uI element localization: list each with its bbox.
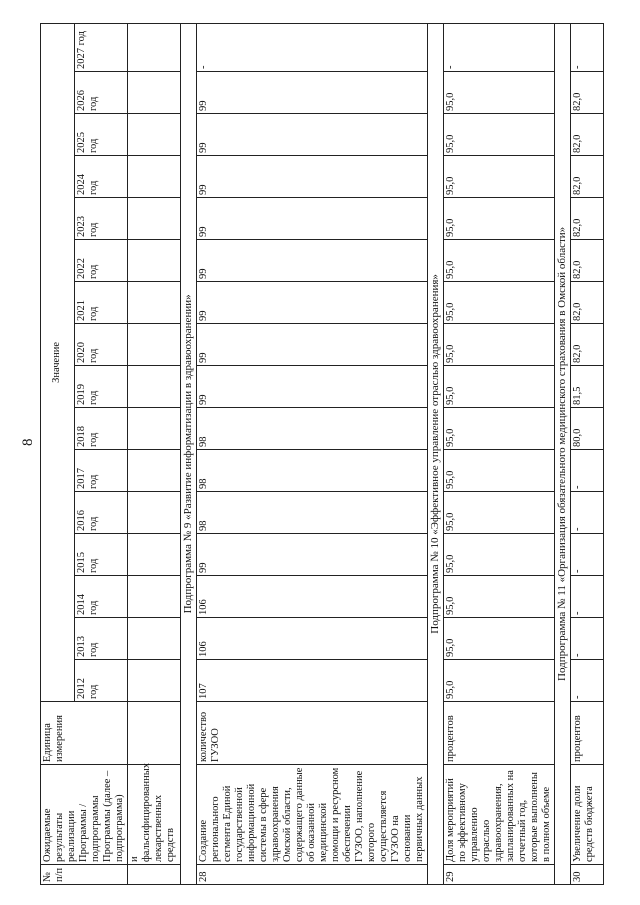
cell-value: -: [571, 534, 604, 576]
year-header: 2017 год: [74, 450, 127, 492]
cell-value: 98: [197, 450, 428, 492]
rotated-table-page: [40, 30, 615, 885]
subprogram-heading: Подпрограмма № 10 «Эффективное управление отраслью здравоохранения»: [428, 23, 444, 884]
row-num: 29: [444, 865, 555, 885]
subprogram-heading: Подпрограмма № 9 «Развитие информатизации в здравоохранении»: [181, 23, 197, 884]
cell-value: 95,0: [444, 240, 555, 282]
table-row: [128, 23, 181, 884]
value-group-header: Значение: [41, 23, 75, 701]
year-header: 2027 год: [74, 23, 127, 71]
cell-value: 95,0: [444, 324, 555, 366]
year-header: 2018 год: [74, 408, 127, 450]
cell-value: 95,0: [444, 576, 555, 618]
cell-value: 82,0: [571, 282, 604, 324]
year-header: 2012 год: [74, 660, 127, 702]
cell-value: 99: [197, 366, 428, 408]
subprogram-heading: Подпрограмма № 11 «Организация обязательного медицинского страхования в Омской области»: [555, 23, 571, 884]
cell-value: 98: [197, 492, 428, 534]
cell-value: 95,0: [444, 408, 555, 450]
page-number: 8: [20, 438, 36, 446]
col-unit-header: Единица измерения: [41, 702, 128, 765]
row-unit: процентов: [571, 702, 604, 765]
row-num: 30: [571, 865, 604, 885]
cell-value: 95,0: [444, 198, 555, 240]
table-row: [571, 23, 604, 884]
cell-value: 95,0: [444, 282, 555, 324]
year-header: 2026 год: [74, 72, 127, 114]
row-result: Создание регионального сегмента Единой государственной информационной системы в сфере здравоохранения Омской области, содержащего данные об оказанной медицинской помощи и ресурсном обеспечении ГУЗОО, наполнение которого осуществляется ГУЗОО на основании первичных данных: [197, 765, 428, 865]
cell-value: 82,0: [571, 198, 604, 240]
row-result: Увеличение доли средств бюджета: [571, 765, 604, 865]
cell-value: 106: [197, 576, 428, 618]
cell-value: 99: [197, 198, 428, 240]
cell-value: 98: [197, 408, 428, 450]
col-result-header: Ожидаемые результаты реализации Программы / подпрограммы Программы (далее – подпрограмма): [41, 765, 128, 865]
cell-value: 99: [197, 534, 428, 576]
cell-value: -: [197, 23, 428, 71]
cell-value: 82,0: [571, 114, 604, 156]
year-header: 2014 год: [74, 576, 127, 618]
table-row: [197, 23, 428, 884]
year-header: 2015 год: [74, 534, 127, 576]
cell-value: 95,0: [444, 492, 555, 534]
cell-value: -: [571, 660, 604, 702]
cell-value: 95,0: [444, 72, 555, 114]
year-header: 2023 год: [74, 198, 127, 240]
cell-value: 99: [197, 240, 428, 282]
cell-value: 95,0: [444, 114, 555, 156]
cell-value: 95,0: [444, 450, 555, 492]
row-result: и фальсифицированных лекарственных средств: [128, 765, 181, 865]
year-header: 2020 год: [74, 324, 127, 366]
year-header: 2022 год: [74, 240, 127, 282]
row-num: [128, 865, 181, 885]
cell-value: 99: [197, 72, 428, 114]
row-num: 28: [197, 865, 428, 885]
cell-value: -: [571, 492, 604, 534]
cell-value: -: [571, 618, 604, 660]
cell-value: 95,0: [444, 366, 555, 408]
indicators-table: [40, 23, 604, 885]
row-unit: процентов: [444, 702, 555, 765]
year-header: 2013 год: [74, 618, 127, 660]
cell-value: -: [571, 576, 604, 618]
table-row: [444, 23, 555, 884]
cell-value: 82,0: [571, 240, 604, 282]
cell-value: 99: [197, 282, 428, 324]
cell-value: 99: [197, 324, 428, 366]
cell-value: 80,0: [571, 408, 604, 450]
cell-value: 95,0: [444, 156, 555, 198]
cell-value: 81,5: [571, 366, 604, 408]
cell-value: -: [444, 23, 555, 71]
cell-value: -: [571, 450, 604, 492]
cell-value: 82,0: [571, 72, 604, 114]
cell-value: 95,0: [444, 534, 555, 576]
year-header: 2021 год: [74, 282, 127, 324]
cell-value: 95,0: [444, 660, 555, 702]
year-header: 2016 год: [74, 492, 127, 534]
year-header: 2024 год: [74, 156, 127, 198]
col-num-header: № п/п: [41, 865, 128, 885]
cell-value: 107: [197, 660, 428, 702]
cell-value: 82,0: [571, 324, 604, 366]
cell-value: 99: [197, 114, 428, 156]
cell-value: 106: [197, 618, 428, 660]
cell-value: 95,0: [444, 618, 555, 660]
row-unit: количество ГУЗОО: [197, 702, 428, 765]
cell-value: 82,0: [571, 156, 604, 198]
year-header: 2025 год: [74, 114, 127, 156]
cell-value: 99: [197, 156, 428, 198]
row-result: Доля мероприятий по эффективному управлению отраслью здравоохранения, запланированных на отчетный год, которые выполнены в полном объеме: [444, 765, 555, 865]
year-header: 2019 год: [74, 366, 127, 408]
cell-value: -: [571, 23, 604, 71]
